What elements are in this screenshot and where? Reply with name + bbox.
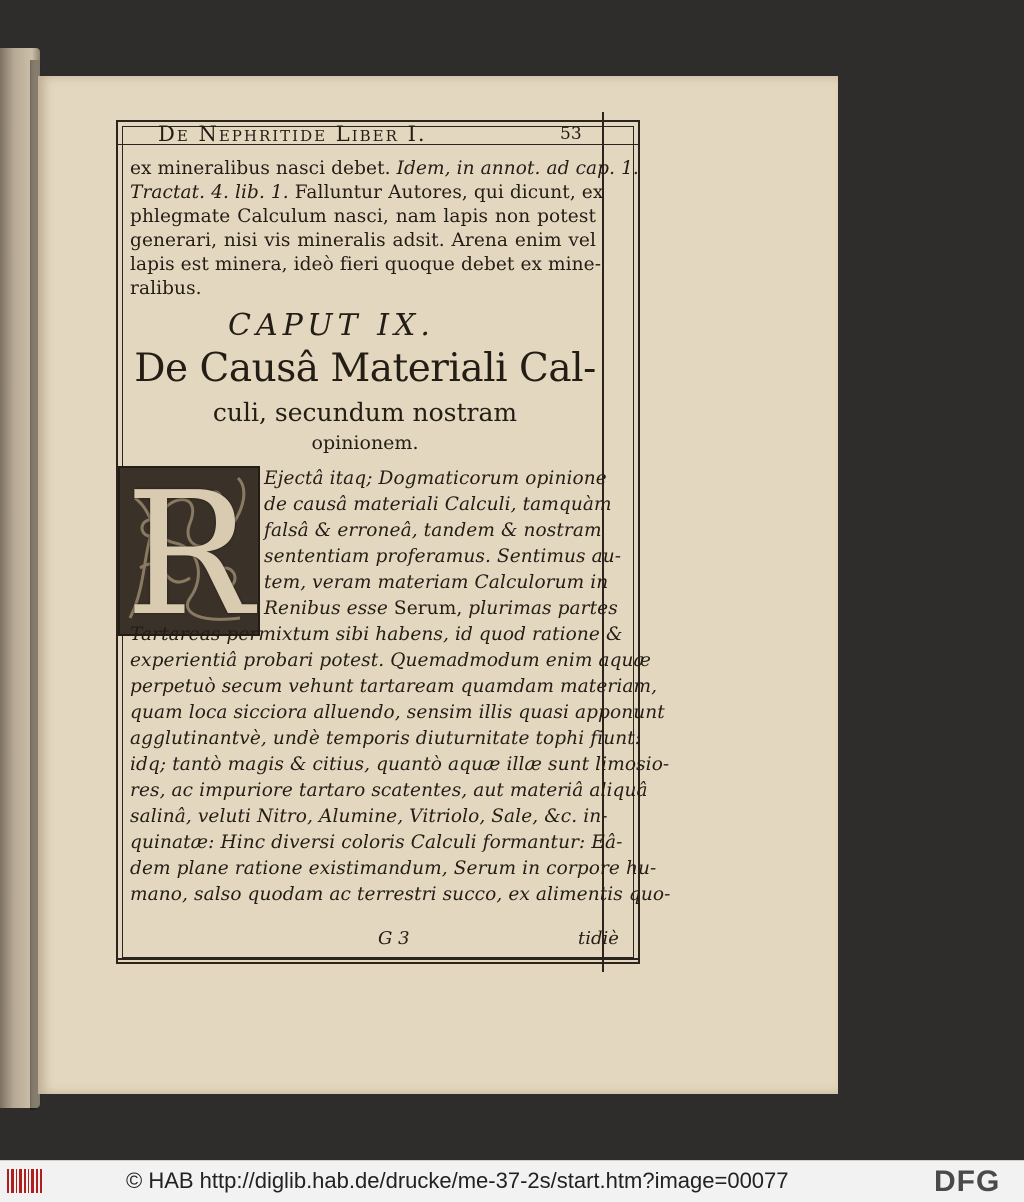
- catchword: tidiè: [578, 928, 619, 949]
- text-line: agglutinantvè, undè temporis diuturnitate tophi fiunt:: [130, 728, 642, 749]
- chapter-title: opinionem.: [311, 432, 419, 454]
- dfg-logo: DFG: [934, 1165, 1001, 1198]
- hab-barcode-logo-icon: [6, 1167, 44, 1195]
- initial-letter: R: [125, 466, 253, 636]
- text-line: idq; tantò magis & citius, quantò aquæ illæ sunt limosio-: [130, 754, 670, 775]
- text-line: perpetuò secum vehunt tartaream quamdam materiam,: [130, 676, 658, 697]
- text-line: salinâ, veluti Nitro, Alumine, Vitriolo, Sale, &c. in-: [130, 806, 608, 827]
- text-line: falsâ & erroneâ, tandem & nostram: [264, 520, 602, 541]
- chapter-title: De Causâ Materiali Cal-: [134, 346, 596, 391]
- text-line: Tractat. 4. lib. 1. Falluntur Autores, qui dicunt, ex: [130, 182, 604, 203]
- copyright-link[interactable]: © HAB http://diglib.hab.de/drucke/me-37-2s/start.htm?image=00077: [126, 1168, 789, 1193]
- text-line: Tartareas permixtum sibi habens, id quod ratione &: [130, 624, 623, 645]
- chapter-number: CAPUT IX.: [228, 308, 435, 343]
- footer-bar: [0, 1160, 1024, 1202]
- text-line: de causâ materiali Calculi, tamquàm: [264, 494, 612, 515]
- text-line: dem plane ratione existimandum, Serum in corpore hu-: [130, 858, 657, 879]
- text-line: tem, veram materiam Calculorum in: [264, 572, 609, 593]
- text-line: quam loca sicciora alluendo, sensim illis quasi apponunt: [130, 702, 665, 723]
- book-page: [38, 76, 838, 1094]
- text-line: res, ac impuriore tartaro scatentes, aut materiâ aliquâ: [130, 780, 648, 801]
- text-line: generari, nisi vis mineralis adsit. Arena enim vel: [130, 230, 596, 251]
- text-line: phlegmate Calculum nasci, nam lapis non potest: [130, 206, 596, 227]
- signature-mark: G 3: [378, 928, 410, 949]
- text-line: ex mineralibus nasci debet. Idem, in annot. ad cap. 1.: [130, 158, 639, 179]
- text-line: mano, salso quodam ac terrestri succo, ex alimentis quo-: [130, 884, 671, 905]
- text-line: experientiâ probari potest. Quemadmodum enim aquæ: [130, 650, 652, 671]
- text-line: Ejectâ itaq; Dogmaticorum opinione: [264, 468, 607, 489]
- text-line: ralibus.: [130, 278, 202, 299]
- text-line: Renibus esse Serum, plurimas partes: [264, 598, 618, 619]
- page-number: 53: [560, 124, 582, 144]
- text-line: quinatæ: Hinc diversi coloris Calculi formantur: Eâ-: [130, 832, 623, 853]
- text-line: sententiam proferamus. Sentimus au-: [264, 546, 622, 567]
- bottom-rule: [116, 958, 640, 960]
- chapter-title: culi, secundum nostram: [212, 398, 518, 427]
- decorated-initial: [118, 466, 260, 636]
- running-head: De Nephritide Liber I.: [158, 122, 427, 146]
- text-line: lapis est minera, ideò fieri quoque debet ex mine-: [130, 254, 602, 275]
